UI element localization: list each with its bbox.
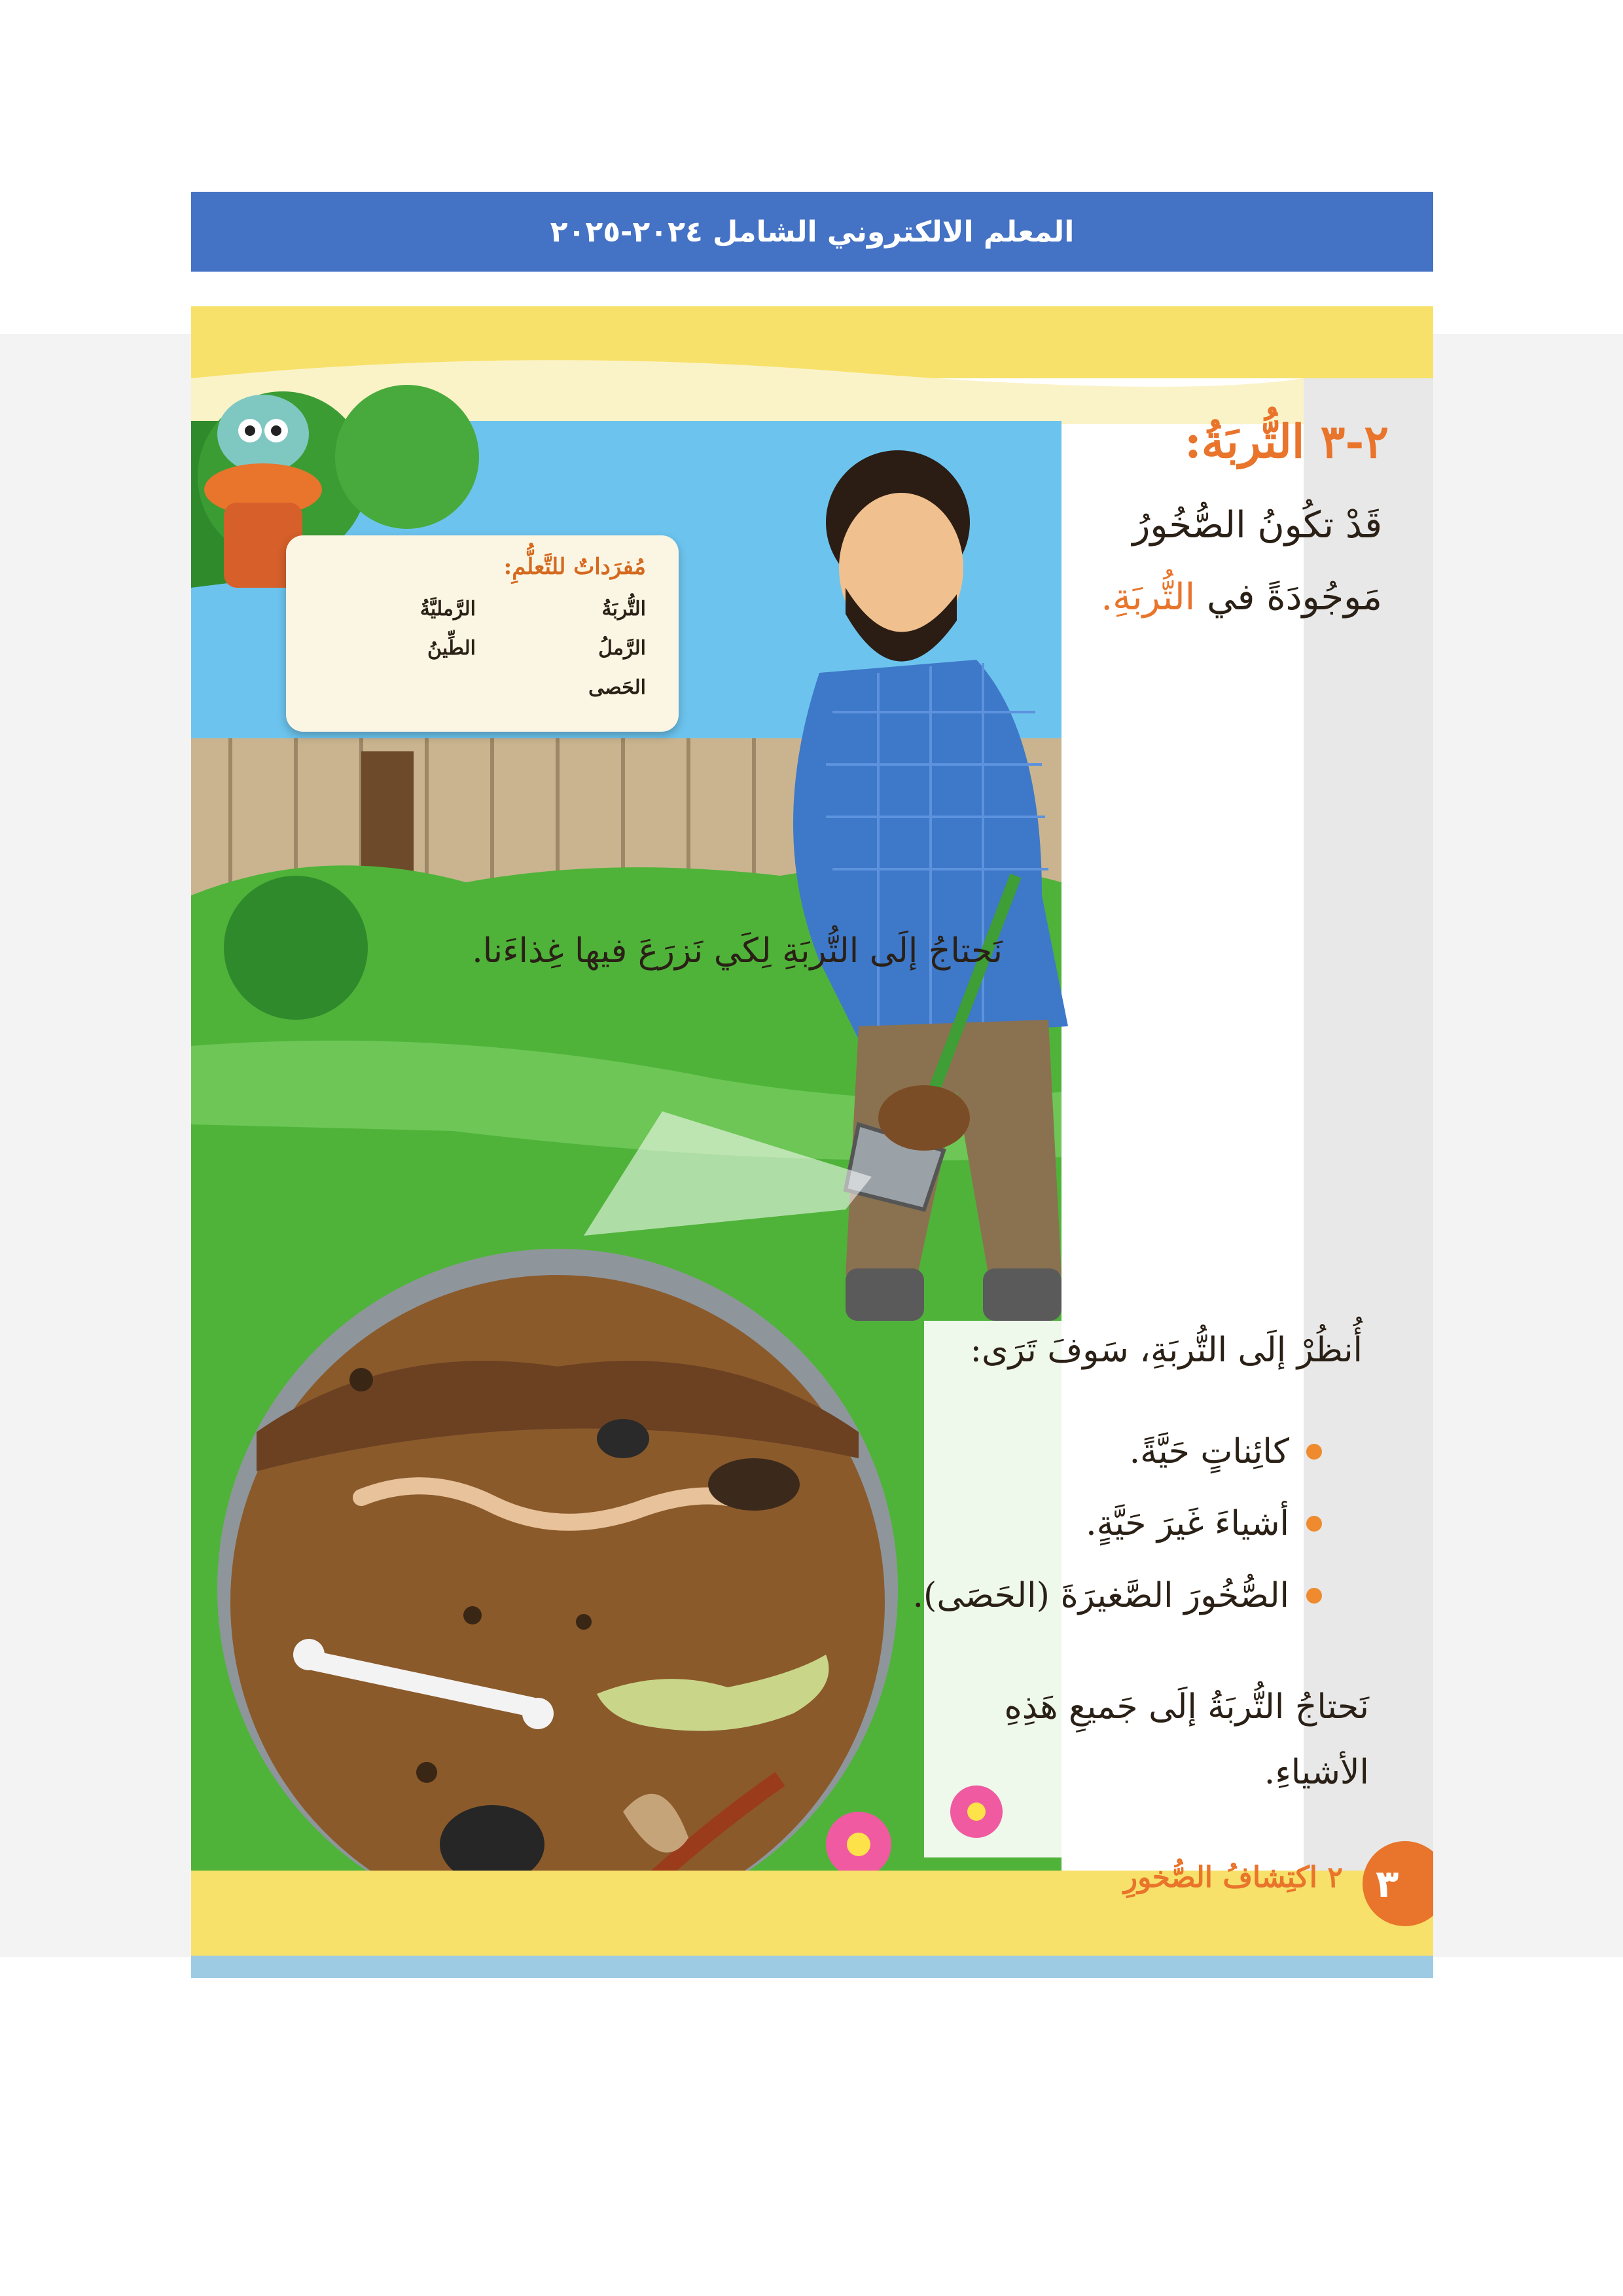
bullet-dot-icon: [1306, 1516, 1322, 1532]
need-text: نَحتاجُ التُّربَةُ إلَى جَميعِ هَذِهِ الأشياءِ.: [1004, 1687, 1369, 1792]
bullet-text: أشياءَ غَيرَ حَيَّةٍ.: [1086, 1504, 1289, 1543]
beetle-brown: [708, 1458, 800, 1511]
intro-line-2: [1016, 562, 1382, 634]
intro-line-1: قَدْ تكُونُ الصُّخُورُ: [1132, 504, 1382, 547]
vocab-heading: مُفرَداتٌ للتَّعلُّمِ:: [503, 554, 646, 580]
ant: [597, 1419, 649, 1458]
lesson-title: ٢-٣ التُّربَةُ:: [1184, 414, 1389, 469]
man-shoe-right: [983, 1268, 1061, 1321]
bullet-text: الصُّخُورَ الصَّغيرَةَ (الحَصَى).: [912, 1576, 1289, 1615]
bullet-item: [1086, 1504, 1322, 1543]
bullet-item: [913, 1576, 1322, 1615]
intro-highlight: التُّربَةِ.: [1101, 576, 1196, 619]
bullet-text: كائِناتٍ حَيَّةً.: [1129, 1432, 1289, 1471]
lesson-intro: [1016, 490, 1382, 634]
header-bar: [191, 192, 1433, 272]
bullet-item: [1130, 1432, 1322, 1471]
look-instruction: أُنظُرْ إلَى التُّربَةِ، سَوفَ تَرَى:: [970, 1331, 1363, 1370]
garden-caption: نَحتاجُ إلَى التُّربَةِ لِكَي نَزرَعَ فيها غِذاءَنا.: [472, 931, 1003, 971]
vocab-item: الرَّمليَّةُ: [419, 598, 476, 620]
bullet-dot-icon: [1306, 1588, 1322, 1604]
intro-line-2-prefix: مَوجُودَةً في: [1207, 576, 1382, 619]
bullet-dot-icon: [1306, 1444, 1322, 1460]
man-shoe-left: [846, 1268, 924, 1321]
page-number-text: ٣: [1376, 1861, 1399, 1906]
vocab-box: [286, 535, 679, 732]
vocab-item: الطِّينُ: [427, 637, 476, 660]
textbook-page: [191, 306, 1433, 1978]
vocab-item: التُّربَةُ: [601, 598, 646, 620]
unit-label: ٢ اكتِشافُ الصُّخورِ: [1123, 1861, 1343, 1894]
vocab-item: الحَصى: [588, 676, 646, 699]
header-title: المعلم الالكتروني الشامل ٢٠٢٤-٢٠٢٥: [550, 215, 1075, 249]
vocab-item: الرَّملُ: [598, 637, 646, 660]
